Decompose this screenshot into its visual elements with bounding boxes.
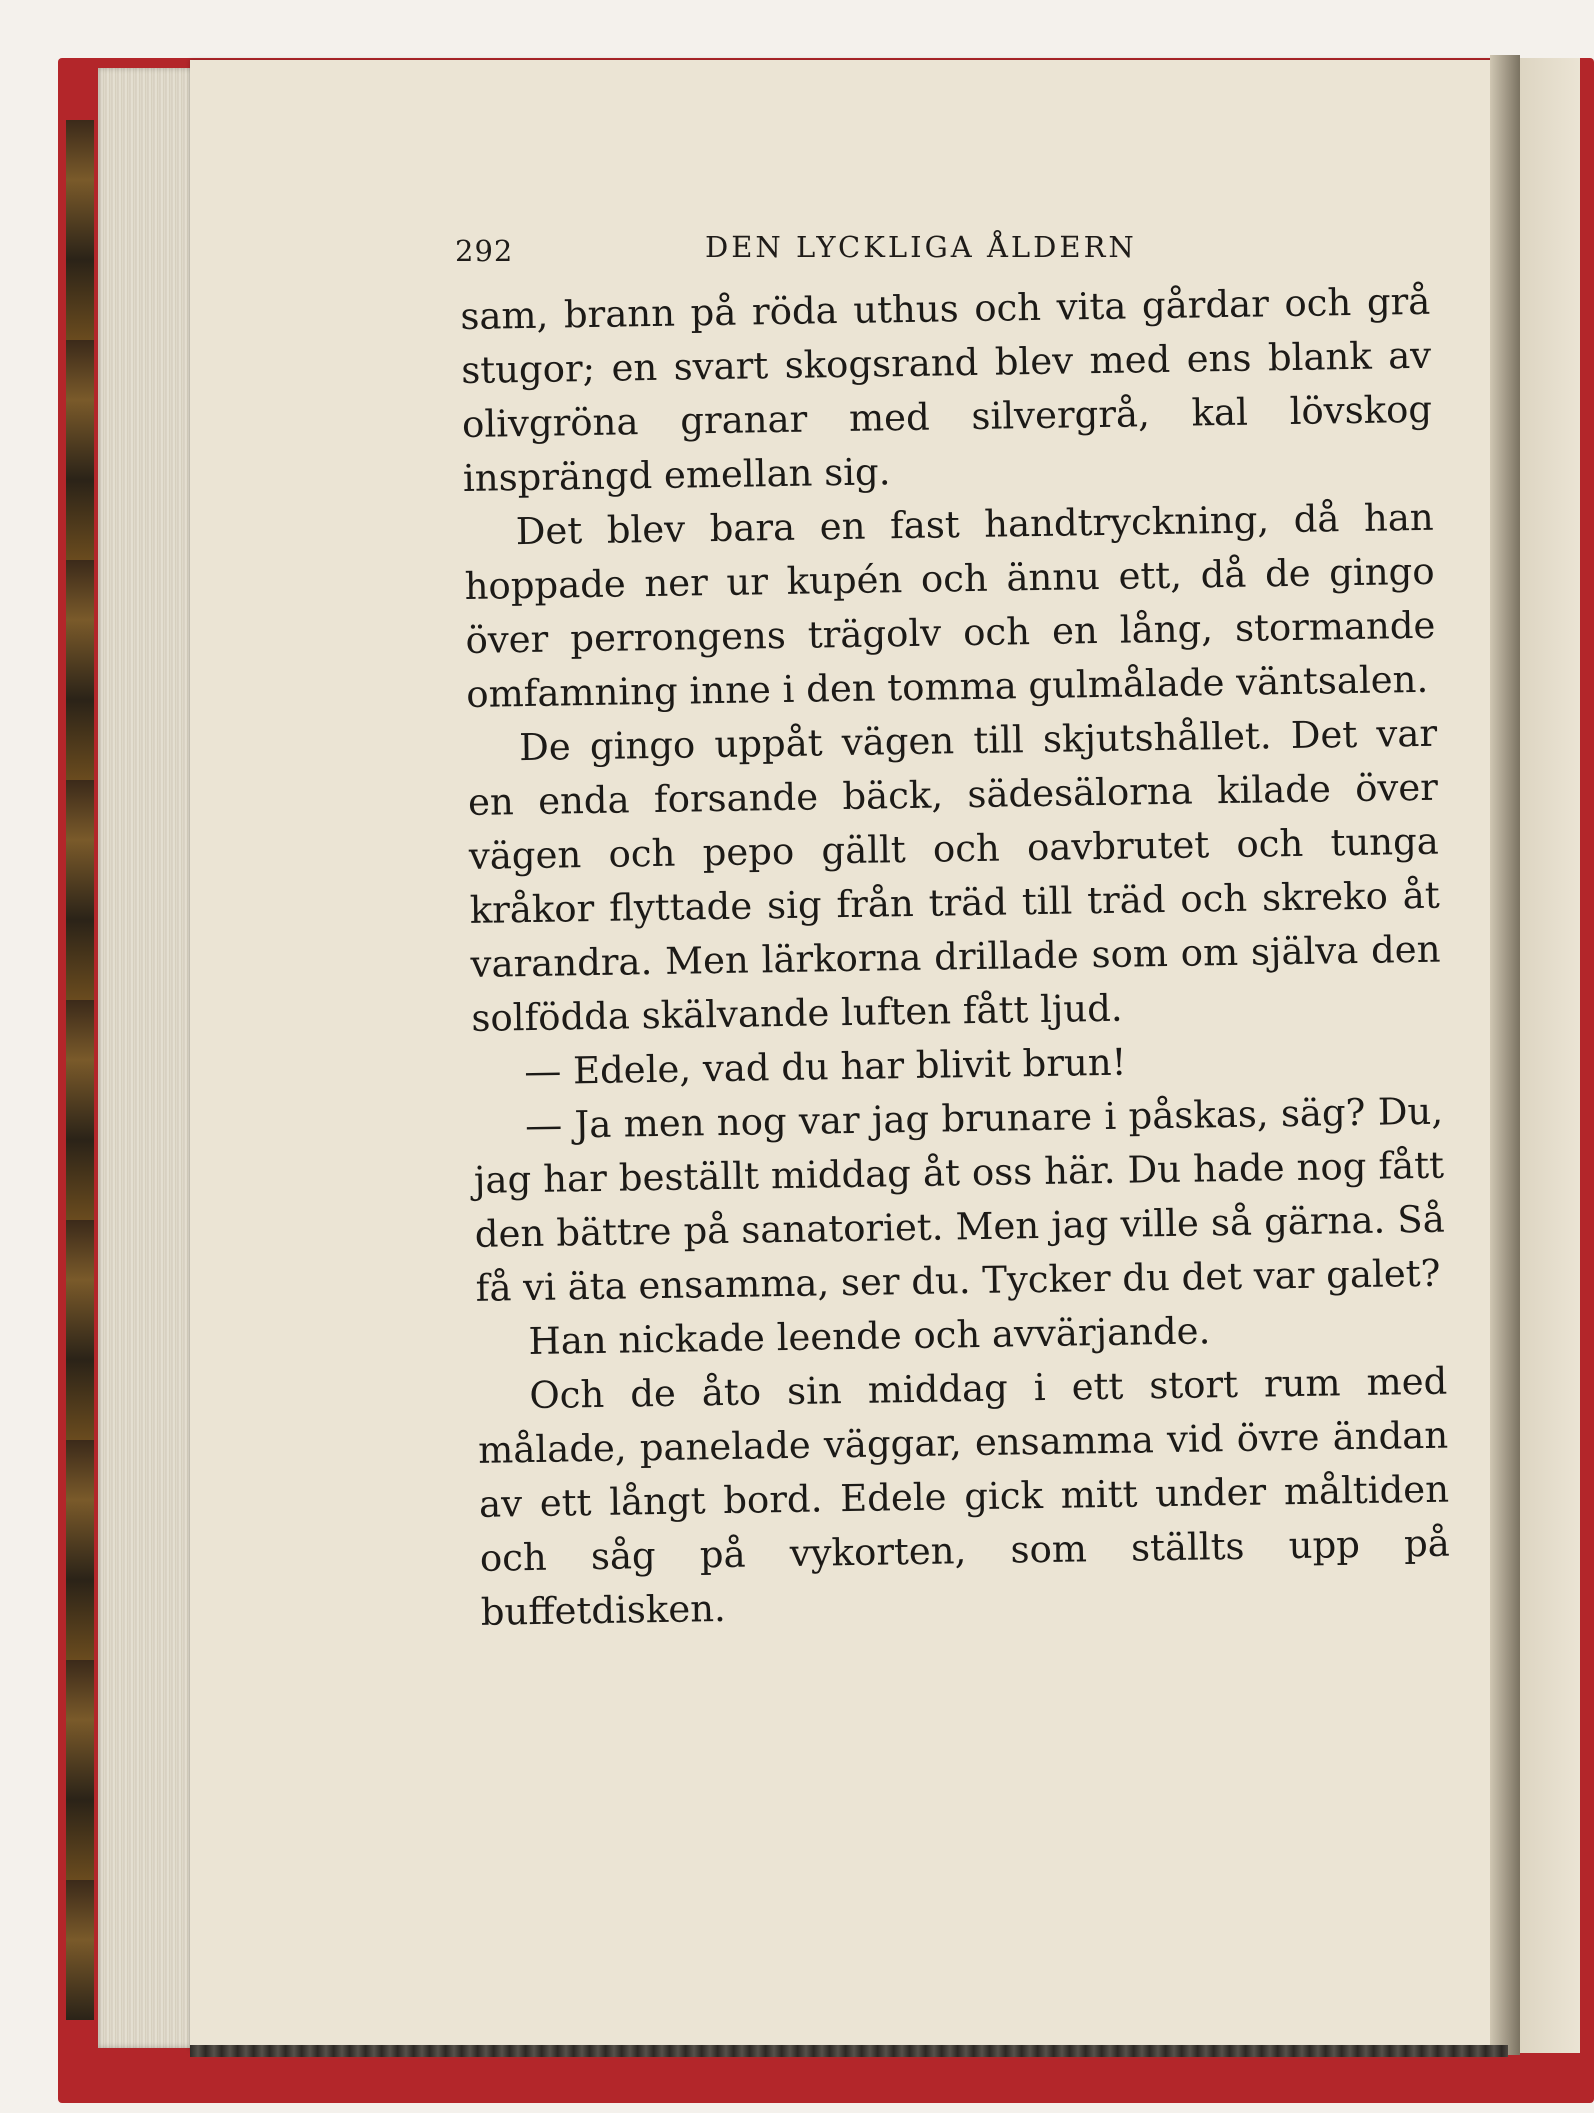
page-bottom-edge	[190, 2045, 1508, 2057]
page-gutter	[1490, 55, 1520, 2055]
paragraph: sam, brann på röda uthus och vita gårdar och grå stugor; en svart skogsrand blev med ens blank av olivgröna granar med silvergrå, kal lövskog insprängd emellan sig.	[460, 279, 1433, 500]
facing-page	[1520, 58, 1580, 2053]
paragraph: Det blev bara en fast handtryckning, då han hoppade ner ur kupén och ännu ett, då de gingo över perrongens trägolv och en lång, stormande omfamning inne i den tomma gulmålade väntsalen.	[464, 495, 1436, 716]
paragraph: Han nickade leende och avvärjande.	[528, 1309, 1211, 1364]
dialogue-line: — Ja men nog var jag brunare i påskas, säg? Du, jag har beställt middag åt oss här. Du hade nog fått den bättre på sanatoriet. Men jag ville så gärna. Så få vi äta ensamma, ser du. Tycker du det var galet?	[473, 1089, 1446, 1310]
page-header	[455, 222, 1185, 272]
paragraph: De gingo uppåt vägen till skjutshållet. Det var en enda forsande bäck, sädesälorna kilade över vägen och pepo gällt och oavbrutet och tunga kråkor flyttade sig från träd till träd och skreko åt varandra. Men lärkorna drillade som om själva den solfödda skälvande luften fått ljud.	[467, 711, 1441, 1040]
dialogue-line: — Edele, vad du har blivit brun!	[523, 1040, 1127, 1094]
cover-marbled-edge	[66, 120, 94, 2020]
page-number: 292	[455, 234, 514, 268]
running-title: DEN LYCKLIGA ÅLDERN	[705, 230, 1137, 264]
paragraph: Och de åto sin middag i ett stort rum med målade, panelade väggar, ensamma vid övre ändan av ett långt bord. Edele gick mitt under måltiden och såg på vykorten, som ställts upp på buffetdisken.	[477, 1359, 1451, 1634]
body-text	[460, 275, 1451, 1640]
